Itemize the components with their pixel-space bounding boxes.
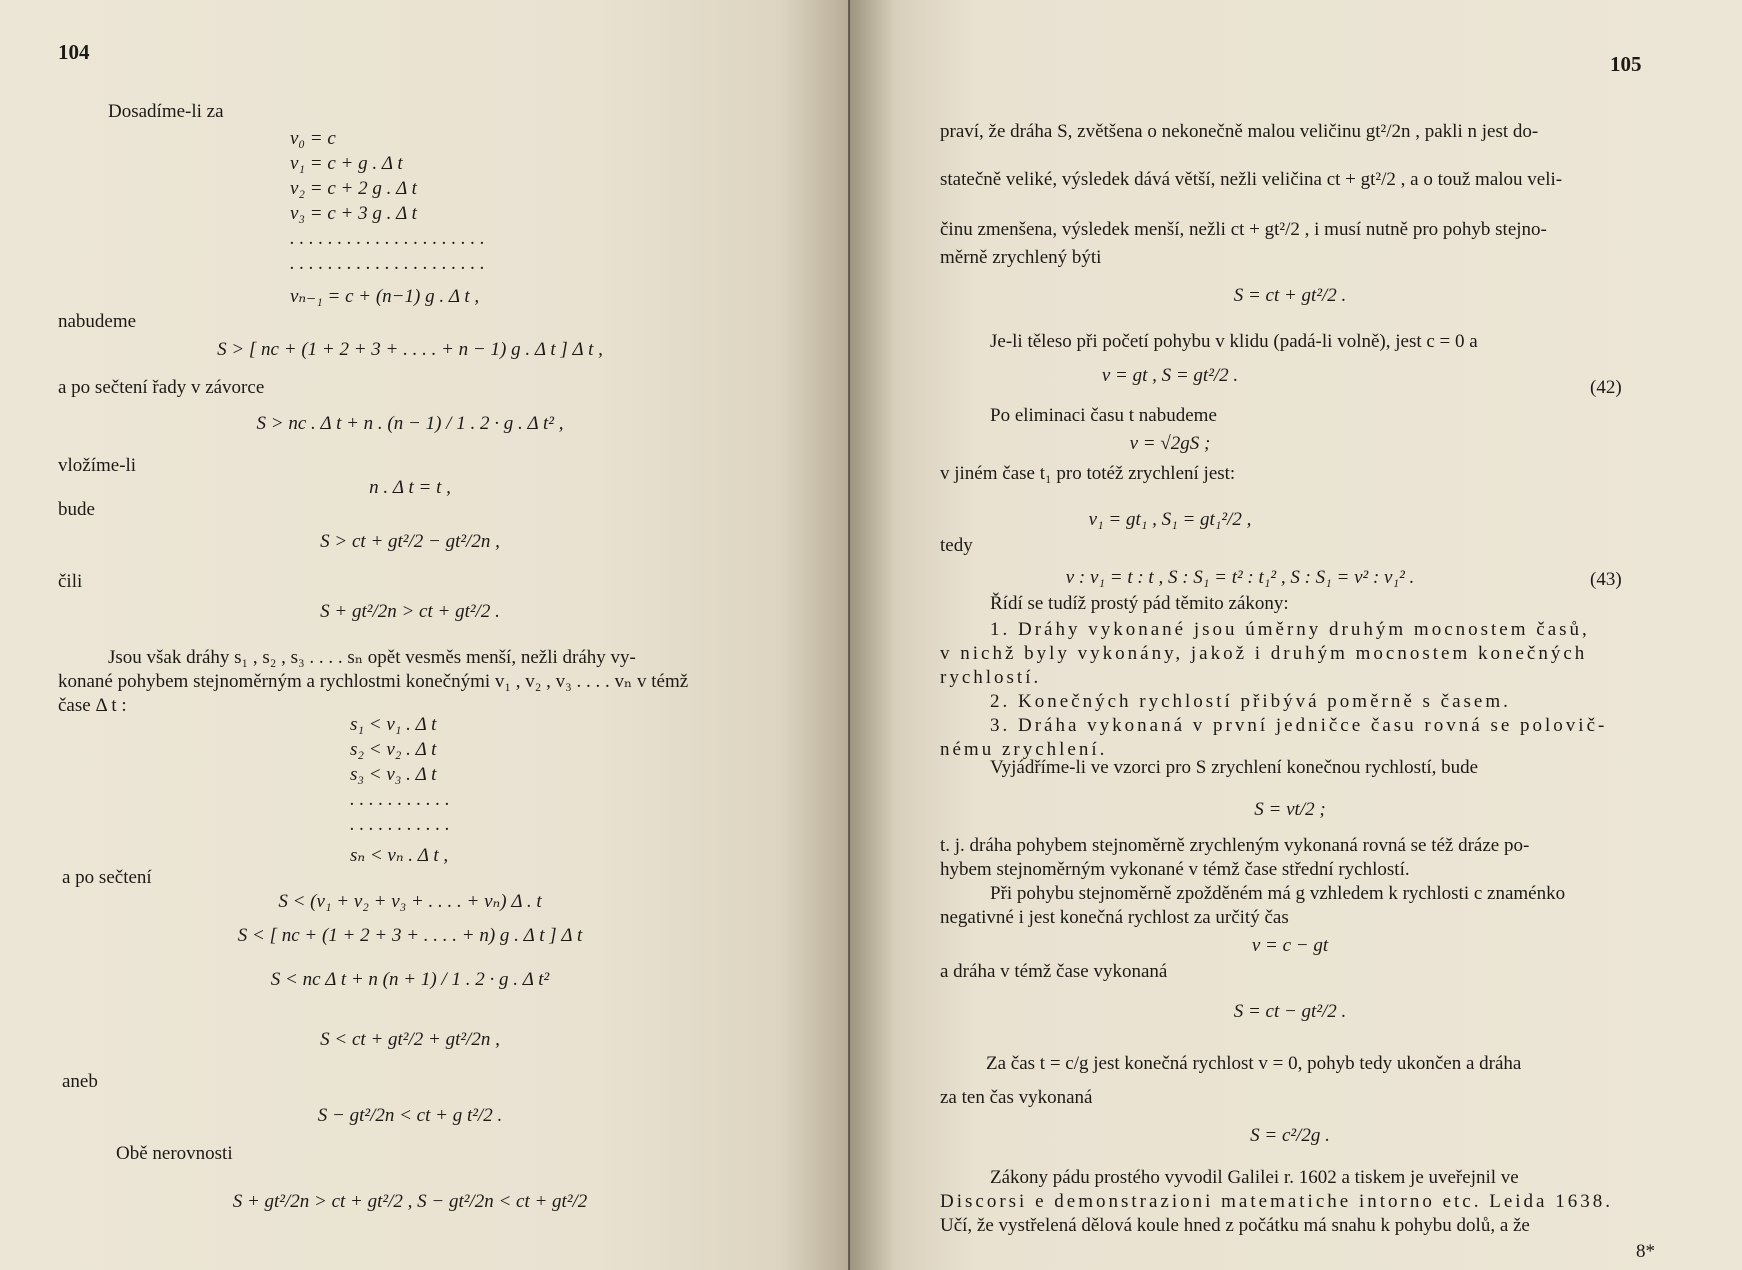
text-zakony-line: Zákony pádu prostého vyvodil Galilei r. 1602 a tiskem je uveřejnil ve <box>990 1167 1519 1188</box>
text-zakony-line: Discorsi e demonstrazioni matematiche intorno etc. Leida 1638. <box>940 1191 1613 1212</box>
equation-S: S = ct + gt²/2 . <box>1233 285 1347 306</box>
text-v-jinem-case: v jiném čase t₁ pro totéž zrychlení jest: <box>940 463 1236 484</box>
body-line: činu zmenšena, výsledek menší, nežli ct + gt²/2 , i musí nutně pro pohyb stejno- <box>940 219 1547 240</box>
law-1-line: v nichž byly vykonány, jakož i druhým mocnostem konečných <box>940 643 1588 664</box>
text-za-ten-cas: za ten čas vykonaná <box>940 1087 1093 1108</box>
paragraph-line: čase Δ t : <box>58 695 127 716</box>
law-2: 2. Konečných rychlostí přibývá poměrně s časem. <box>990 691 1511 712</box>
ineq-line: . . . . . . . . . . . <box>350 789 450 810</box>
inequality-lines <box>350 712 450 868</box>
text-a-po-secteni: a po sečtení <box>62 867 152 888</box>
equation-cili: S + gt²/2n > ct + gt²/2 . <box>320 601 500 622</box>
equation-sqrt: v = √2gS ; <box>1129 433 1211 454</box>
equation-sum2: S > nc . Δ t + n . (n − 1) / 1 . 2 · g . Δ t² , <box>256 413 564 434</box>
equation-sec1: S < (v₁ + v₂ + v₃ + . . . . + vₙ) Δ . t <box>278 891 542 912</box>
text-vyjadrime: Vyjádříme-li ve vzorci pro S zrychlení konečnou rychlostí, bude <box>990 757 1479 778</box>
subst-line: v₃ = c + 3 g . Δ t <box>290 203 417 224</box>
subst-line: . . . . . . . . . . . . . . . . . . . . . <box>290 228 485 249</box>
signature-mark: 8* <box>1636 1241 1655 1262</box>
text-tj-line: t. j. dráha pohybem stejnoměrně zrychleným vykonaná rovná se též dráze po- <box>940 835 1530 856</box>
page-number-right: 105 <box>1610 52 1642 76</box>
text-pri-pohybu: negativné i jest konečná rychlost za určitý čas <box>940 907 1289 928</box>
subst-line: v₀ = c <box>290 128 336 149</box>
equation-aneb: S − gt²/2n < ct + g t²/2 . <box>317 1105 503 1126</box>
law-1-line: 1. Dráhy vykonané jsou úměrny druhým mocnostem časů, <box>990 619 1590 640</box>
body-line: statečně veliké, výsledek dává větší, nežli veličina ct + gt²/2 , a o touž malou veli- <box>940 169 1563 190</box>
law-1-line: rychlostí. <box>940 667 1042 688</box>
equation-n: n . Δ t = t , <box>369 477 451 498</box>
equation-v-c-gt: v = c − gt <box>1251 935 1329 956</box>
text-tj-line: hybem stejnoměrným vykonané v témž čase střední rychlostí. <box>940 859 1410 880</box>
paragraph-line: konané pohybem stejnoměrným a rychlostmi konečnými v₁ , v₂ , v₃ . . . . vₙ v témž <box>58 671 689 692</box>
subst-line: v₂ = c + 2 g . Δ t <box>290 178 417 199</box>
equation-sum1: S > [ nc + (1 + 2 + 3 + . . . . + n − 1) g . Δ t ] Δ t , <box>217 339 603 360</box>
text-tedy: tedy <box>940 535 973 556</box>
ineq-line: . . . . . . . . . . . <box>350 814 450 835</box>
equation-c2: S = c²/2g . <box>1250 1125 1330 1146</box>
text-a-draha: a dráha v témž čase vykonaná <box>940 961 1168 982</box>
subst-line: . . . . . . . . . . . . . . . . . . . . . <box>290 253 485 274</box>
equation-43: v : v₁ = t : t , S : S₁ = t² : t₁² , S : S₁ = v² : v₁² . <box>1065 567 1415 588</box>
page-number-left: 104 <box>58 40 90 64</box>
body-line: měrně zrychlený býti <box>940 247 1102 268</box>
equation-number-42: (42) <box>1590 377 1622 398</box>
equation-vt: S = vt/2 ; <box>1254 799 1326 820</box>
text-obe-nerovnosti: Obě nerovnosti <box>116 1143 233 1164</box>
substitution-lines <box>290 126 485 309</box>
text-a-po-secteni-rady: a po sečtení řady v závorce <box>58 377 265 398</box>
intro-text: Dosadíme-li za <box>108 101 224 122</box>
law-3-line: nému zrychlení. <box>940 739 1108 760</box>
subst-line: vₙ₋₁ = c + (n−1) g . Δ t , <box>290 286 480 307</box>
text-po-eliminaci: Po eliminaci času t nabudeme <box>990 405 1217 426</box>
equation-sec3: S < nc Δ t + n (n + 1) / 1 . 2 · g . Δ t² <box>270 969 550 990</box>
right-page <box>850 0 1742 1270</box>
ineq-line: s₂ < v₂ . Δ t <box>350 739 437 760</box>
text-jeli-teleso: Je-li těleso při početí pohybu v klidu (padá-li volně), jest c = 0 a <box>990 331 1478 352</box>
text-vlozime-li: vložíme-li <box>58 455 137 476</box>
equation-number-43: (43) <box>1590 569 1622 590</box>
law-3-line: 3. Dráha vykonaná v první jedničce času rovná se polovič- <box>990 715 1608 736</box>
left-page <box>0 0 848 1270</box>
subst-line: v₁ = c + g . Δ t <box>290 153 403 174</box>
text-zakony-line: Učí, že vystřelená dělová koule hned z počátku má snahu k pohybu dolů, a že <box>940 1215 1530 1236</box>
ineq-line: s₃ < v₃ . Δ t <box>350 764 437 785</box>
equation-42: v = gt , S = gt²/2 . <box>1101 365 1239 386</box>
text-aneb: aneb <box>62 1071 98 1092</box>
equation-final: S + gt²/2n > ct + gt²/2 , S − gt²/2n < ct + gt²/2 <box>232 1191 588 1212</box>
text-pri-pohybu: Při pohybu stejnoměrně zpožděném má g vzhledem k rychlosti c znaménko <box>990 883 1566 904</box>
text-bude: bude <box>58 499 95 520</box>
equation-bude: S > ct + gt²/2 − gt²/2n , <box>320 531 500 552</box>
equation-sec2: S < [ nc + (1 + 2 + 3 + . . . . + n) g . Δ t ] Δ t <box>237 925 583 946</box>
ineq-line: sₙ < vₙ . Δ t , <box>350 845 449 866</box>
ineq-line: s₁ < v₁ . Δ t <box>350 714 437 735</box>
equation-S-ct-gt: S = ct − gt²/2 . <box>1233 1001 1347 1022</box>
equation-t1: v₁ = gt₁ , S₁ = gt₁²/2 , <box>1088 509 1252 530</box>
text-ridi-se: Řídí se tudíž prostý pád těmito zákony: <box>990 593 1289 614</box>
paragraph-line: Jsou však dráhy s₁ , s₂ , s₃ . . . . sₙ opět vesměs menší, nežli dráhy vy- <box>108 647 636 668</box>
body-line: praví, že dráha S, zvětšena o nekonečně malou veličinu gt²/2n , pakli n jest do- <box>940 121 1539 142</box>
text-nabudeme: nabudeme <box>58 311 137 332</box>
text-cili: čili <box>58 571 83 592</box>
text-za-cas: Za čas t = c/g jest konečná rychlost v = 0, pohyb tedy ukončen a dráha <box>986 1053 1522 1074</box>
equation-sec4: S < ct + gt²/2 + gt²/2n , <box>320 1029 500 1050</box>
